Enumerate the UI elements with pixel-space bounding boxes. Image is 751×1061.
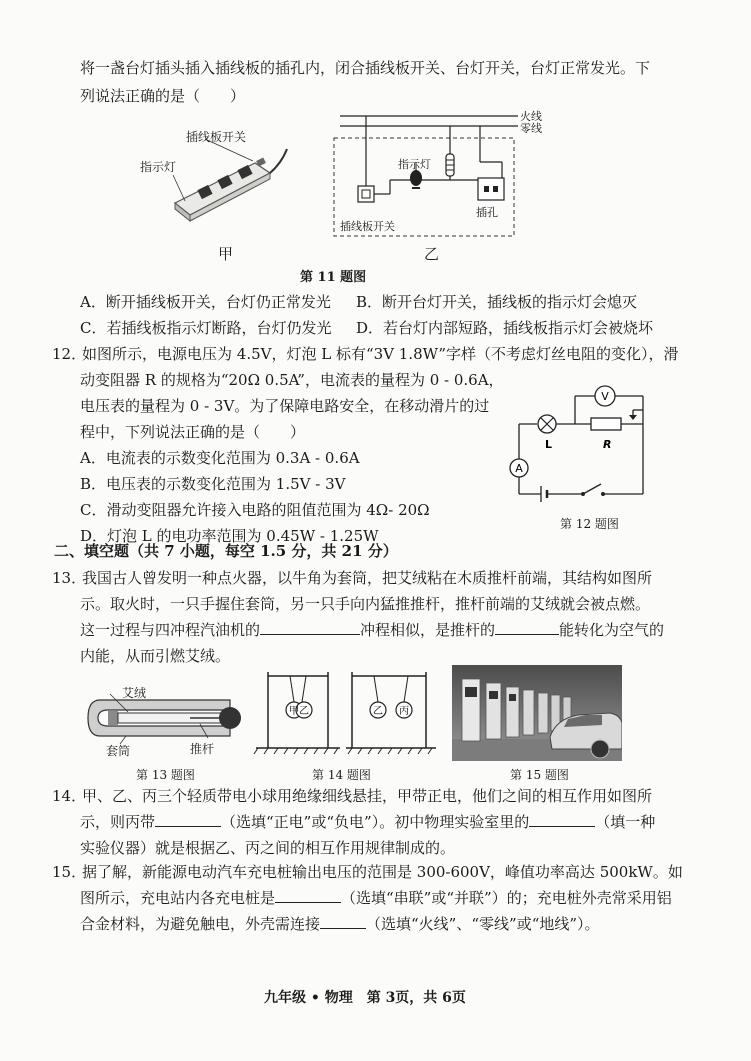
q11-option-b: B．断开台灯开关，插线板的指示灯会熄灭 [356, 293, 638, 311]
q15-line2 [80, 888, 672, 908]
q13-line3-part3: 能转化为空气的 [559, 621, 665, 639]
q15-line1: 据了解，新能源电动汽车充电桩输出电压的范围是 300-600V，峰值功率高达 500kW。如 [82, 863, 683, 881]
fig-jia-indicator-label: 指示灯 [140, 160, 177, 174]
charged-balls-figure [250, 668, 440, 758]
label-yi: 乙 [299, 706, 309, 717]
q14-line2-part2: （选填“正电”或“负电”）。初中物理实验室里的 [221, 813, 530, 831]
q13-blank-2[interactable] [495, 620, 559, 635]
q13-blank-1[interactable] [260, 620, 360, 635]
switch-label: 插线板开关 [340, 220, 395, 233]
charging-station-photo [452, 665, 622, 761]
q12-option-b: B．电压表的示数变化范围为 1.5V - 3V [80, 475, 346, 493]
q12-line4: 程中，下列说法正确的是（ ） [80, 423, 306, 441]
q15-number: 15． [52, 863, 87, 881]
q11-stem-line1: 将一盏台灯插头插入插线板的插孔内，闭合插线板开关、台灯开关，台灯正常发光。下 [80, 59, 651, 77]
q13-line3-part1: 这一过程与四冲程汽油机的 [80, 621, 261, 639]
q14-blank-2[interactable] [529, 812, 595, 827]
q11-stem-line2: 列说法正确的是（ ） [80, 87, 246, 105]
q13-line3-part2: 冲程相似，是推杆的 [360, 621, 496, 639]
q14-blank-1[interactable] [155, 812, 221, 827]
q12-circuit-figure [505, 382, 655, 512]
indicator-label: 指示灯 [398, 158, 431, 171]
q14-line3: 实验仪器）就是根据乙、丙之间的相互作用规律制成的。 [80, 839, 456, 857]
ammeter-letter: A [515, 462, 523, 475]
rheostat-letter: R [603, 438, 612, 451]
fig-jia-switch-label: 插线板开关 [186, 130, 247, 144]
q12-line3: 电压表的量程为 0 - 3V。为了保障电路安全，在移动滑片的过 [80, 397, 490, 415]
q15-blank-2[interactable] [320, 914, 366, 929]
q15-blank-1[interactable] [275, 888, 341, 903]
power-strip-body [175, 149, 287, 221]
switch-symbol [583, 484, 601, 494]
q15-line3-part2: （选填“火线”、“零线”或“地线”）。 [366, 915, 600, 933]
socket-label: 插孔 [476, 206, 498, 219]
q12-option-d: D．灯泡 L 的电功率范围为 0.45W - 1.25W [80, 527, 379, 545]
live-wire-label: 火线 [520, 110, 542, 123]
q13-line1: 我国古人曾发明一种点火器，以牛角为套筒，把艾绒粘在木质推杆前端，其结构如图所 [82, 569, 653, 587]
q12-option-c: C．滑动变阻器允许接入电路的阻值范围为 4Ω- 20Ω [80, 501, 430, 519]
q12-number: 12． [52, 345, 87, 363]
fig-yi-caption: 乙 [424, 245, 440, 263]
q14-line2-part3: （填一种 [595, 813, 656, 831]
fig-jia-caption: 甲 [218, 245, 234, 263]
section-fill-in-heading: 二、填空题（共 7 小题，每空 1.5 分，共 21 分） [54, 542, 398, 560]
fig13-tinder-label: 艾绒 [122, 686, 147, 700]
q13-line4: 内能，从而引燃艾绒。 [80, 647, 231, 665]
tinder-shape [108, 711, 118, 725]
q14-figure-caption: 第 14 题图 [312, 768, 371, 782]
q13-figure-caption: 第 13 题图 [136, 768, 195, 782]
label-yi-2: 乙 [373, 706, 383, 717]
label-jia: 甲 [289, 706, 299, 717]
label-bing: 丙 [399, 706, 409, 717]
q15-line2-part1: 图所示，充电站内各充电桩是 [80, 889, 276, 907]
voltmeter-letter: V [601, 390, 609, 403]
q12-figure-caption: 第 12 题图 [560, 517, 619, 531]
q15-figure-caption: 第 15 题图 [510, 768, 569, 782]
page-footer: 九年级 • 物理 第 3页，共 6页 [264, 990, 466, 1006]
q14-number: 14． [52, 787, 87, 805]
fig13-sleeve-label: 套筒 [106, 744, 131, 758]
neutral-wire-label: 零线 [520, 122, 542, 135]
q14-line1: 甲、乙、丙三个轻质带电小球用绝缘细线悬挂，甲带正电，他们之间的相互作用如图所 [82, 787, 653, 805]
rheostat-symbol [591, 418, 621, 430]
socket-symbol [478, 178, 504, 200]
q11-figure-caption: 第 11 题图 [300, 270, 367, 285]
fig13-rod-label: 推杆 [190, 742, 215, 756]
q13-line2: 示。取火时，一只手握住套筒，另一只手向内猛推推杆，推杆前端的艾绒就会被点燃。 [80, 595, 651, 613]
switch-symbol [358, 186, 374, 202]
q12-option-a: A．电流表的示数变化范围为 0.3A - 0.6A [80, 449, 360, 467]
push-rod-handle [219, 707, 241, 729]
q11-option-c: C．若插线板指示灯断路，台灯仍发光 [80, 319, 332, 337]
q11-option-a: A．断开插线板开关，台灯仍正常发光 [80, 293, 331, 311]
q14-line2 [80, 812, 655, 832]
q15-line3-part1: 合金材料，为避免触电，外壳需连接 [80, 915, 321, 933]
q12-line2: 动变阻器 R 的规格为“20Ω 0.5A”，电流表的量程为 0 - 0.6A， [80, 371, 504, 389]
lamp-letter: L [545, 438, 553, 451]
q13-number: 13． [52, 569, 87, 587]
q11-option-d: D．若台灯内部短路，插线板指示灯会被烧坏 [356, 319, 654, 337]
q13-line3 [80, 620, 664, 640]
q15-line3 [80, 914, 600, 934]
indicator-lamp-symbol [410, 170, 422, 186]
q15-line2-part2: （选填“串联”或“并联”）的；充电桩外壳常采用铝 [341, 889, 672, 907]
q12-line1: 如图所示，电源电压为 4.5V，灯泡 L 标有“3V 1.8W”字样（不考虑灯丝电阻的变化），滑 [82, 345, 679, 363]
q14-line2-part1: 示，则丙带 [80, 813, 156, 831]
